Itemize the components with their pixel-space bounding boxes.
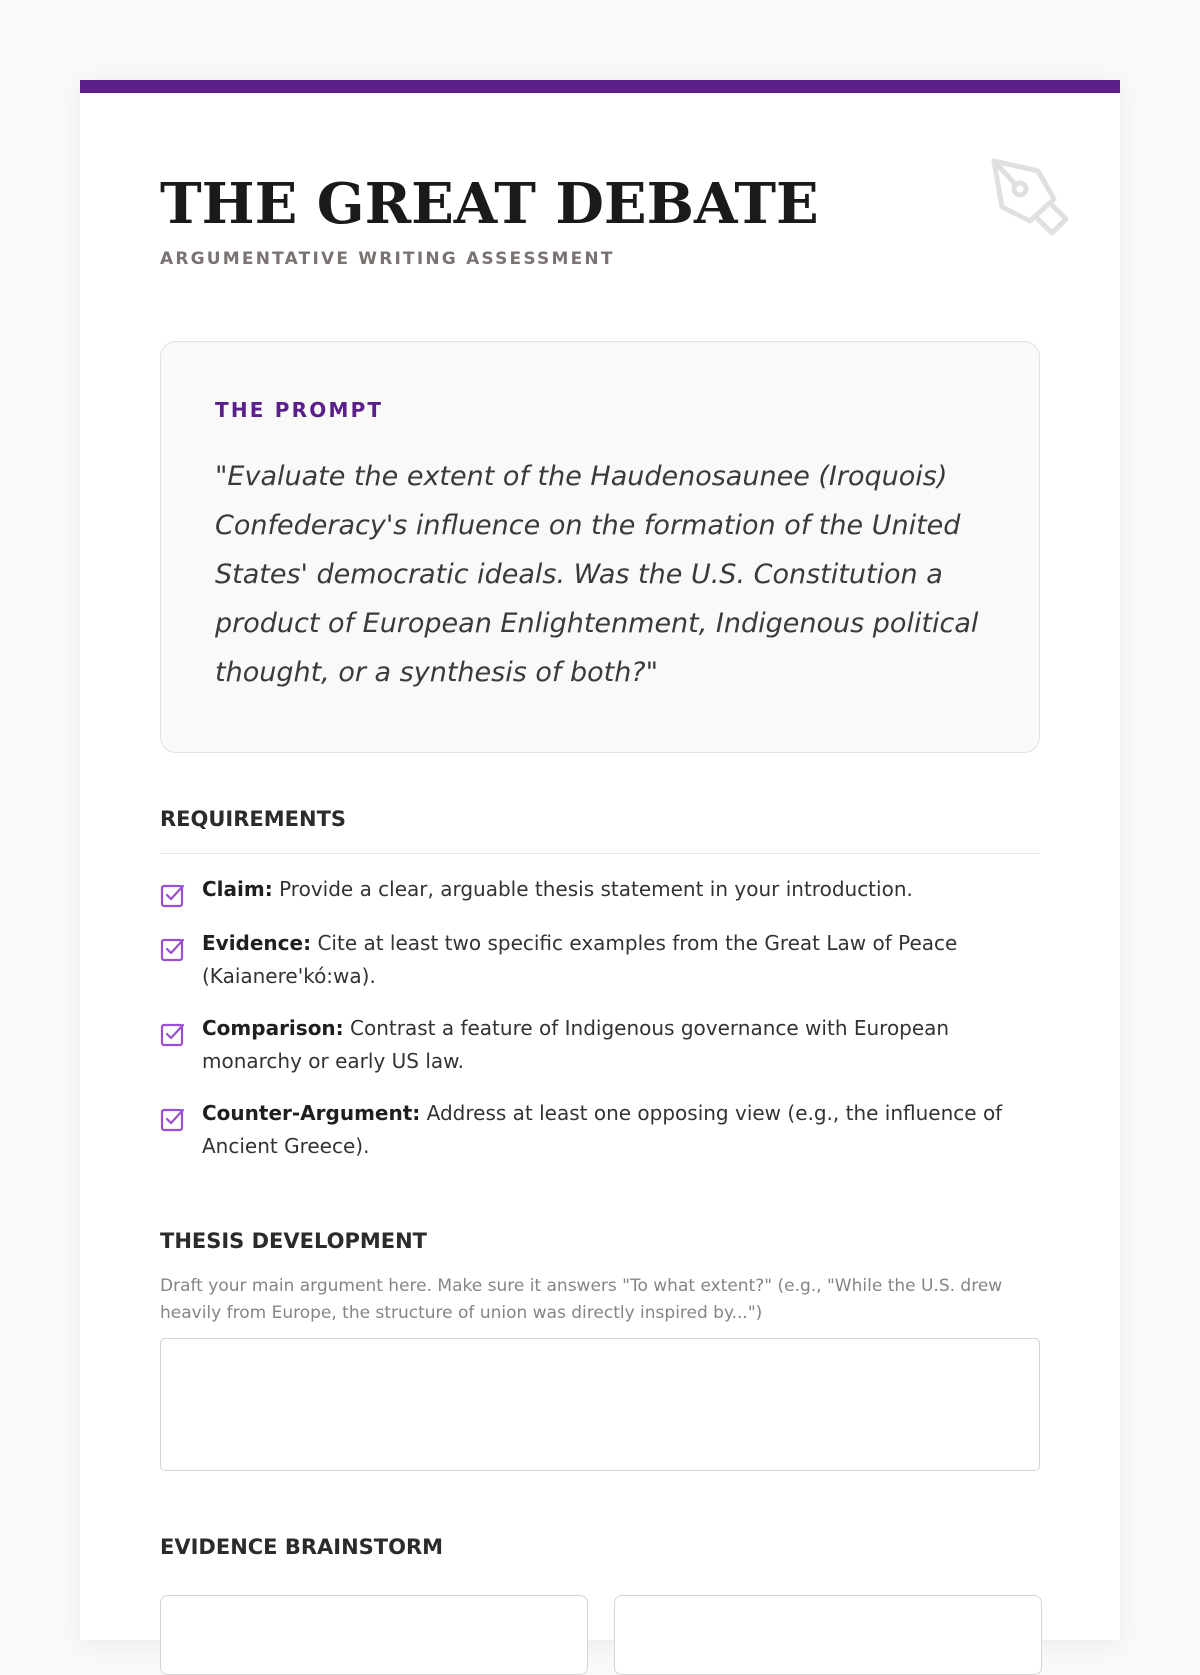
requirement-label: Comparison:: [202, 1016, 344, 1040]
checkbox-checked-icon: [160, 1021, 186, 1047]
requirement-text: [202, 1012, 1040, 1078]
thesis-helper-text: Draft your main argument here. Make sure it answers "To what extent?" (e.g., "While the U.S. drew heavily from Europe, the structure of union was directly inspired by..."): [160, 1276, 1003, 1323]
requirement-text: [202, 927, 1040, 993]
requirement-item: [160, 1097, 1040, 1163]
requirement-description: Provide a clear, arguable thesis statement in your introduction.: [272, 877, 913, 901]
requirement-description: Contrast a feature of Indigenous governance with European monarchy or early US law.: [202, 1016, 950, 1073]
requirements-divider: [160, 853, 1040, 854]
pen-nib-icon: [980, 149, 1070, 239]
requirement-item: [160, 873, 1040, 908]
requirement-label: Claim:: [202, 877, 273, 901]
requirement-text: [202, 1097, 1040, 1163]
requirements-list: [160, 873, 1040, 1182]
evidence-box-right[interactable]: [614, 1595, 1042, 1675]
page-title: THE GREAT DEBATE: [160, 171, 819, 237]
page-subtitle: ARGUMENTATIVE WRITING ASSESSMENT: [160, 249, 615, 269]
requirement-label: Evidence:: [202, 931, 312, 955]
thesis-input[interactable]: [160, 1338, 1040, 1471]
requirement-description: Address at least one opposing view (e.g., the influence of Ancient Greece).: [202, 1101, 1003, 1158]
prompt-label: THE PROMPT: [215, 398, 384, 422]
thesis-heading: THESIS DEVELOPMENT: [160, 1229, 428, 1253]
requirement-text: [202, 873, 1040, 906]
requirements-heading: REQUIREMENTS: [160, 807, 347, 831]
requirement-item: [160, 1012, 1040, 1078]
requirement-description: Cite at least two specific examples from the Great Law of Peace (Kaianere'kó:wa).: [202, 931, 958, 988]
prompt-box: [160, 341, 1040, 753]
checkbox-checked-icon: [160, 1106, 186, 1132]
prompt-text: "Evaluate the extent of the Haudenosaunee (Iroquois) Confederacy's influence on the formation of the United States' democratic ideals. Was the U.S. Constitution a product of European Enlightenment, Indigenous political thought, or a synthesis of both?": [215, 461, 979, 688]
checkbox-checked-icon: [160, 882, 186, 908]
evidence-heading: EVIDENCE BRAINSTORM: [160, 1535, 444, 1559]
evidence-box-left[interactable]: [160, 1595, 588, 1675]
assessment-card: [80, 80, 1120, 1640]
checkbox-checked-icon: [160, 936, 186, 962]
requirement-label: Counter-Argument:: [202, 1101, 421, 1125]
requirement-item: [160, 927, 1040, 993]
